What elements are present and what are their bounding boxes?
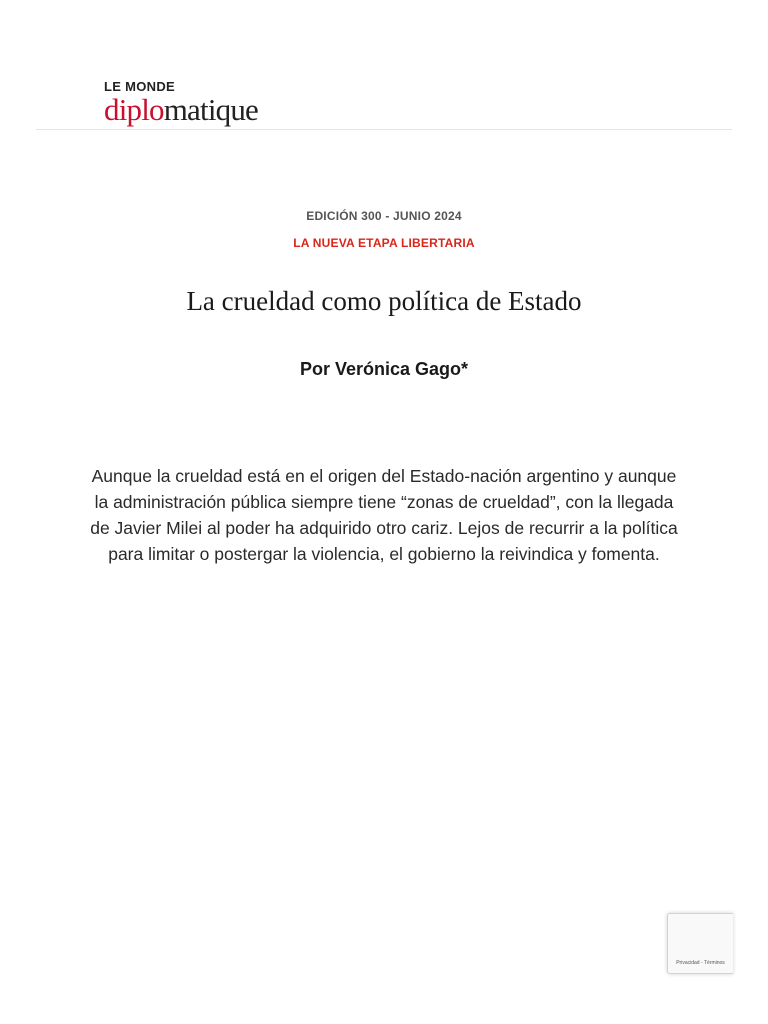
recaptcha-separator: - (699, 960, 704, 966)
recaptcha-links (668, 960, 733, 966)
section-link[interactable]: LA NUEVA ETAPA LIBERTARIA (293, 236, 475, 250)
logo-le-monde: LE MONDE (104, 79, 176, 94)
article-author: Por Verónica Gago* (299, 359, 469, 379)
article-lead: Aunque la crueldad está en el origen del Estado-nación argentino y aunque la administración pública siempre tiene “zonas de crueldad”, con la llegada de Javier Milei al poder ha adquirido otro cariz. Lejos de recurrir a la política para limitar o postergar la violencia, el gobierno la reivindica y fomenta. (90, 466, 678, 564)
edition-label: EDICIÓN 300 - JUNIO 2024 (306, 209, 462, 223)
site-logo[interactable] (104, 80, 258, 126)
recaptcha-badge[interactable] (667, 913, 733, 974)
recaptcha-privacy-link[interactable]: Privacidad (676, 960, 700, 966)
site-header (36, 0, 732, 130)
logo-diplo-red: diplo (104, 92, 164, 127)
article-title: La crueldad como política de Estado (186, 286, 582, 316)
logo-diplomatique (104, 94, 258, 126)
recaptcha-terms-link[interactable]: Términos (703, 960, 725, 966)
logo-matique: matique (163, 92, 258, 127)
